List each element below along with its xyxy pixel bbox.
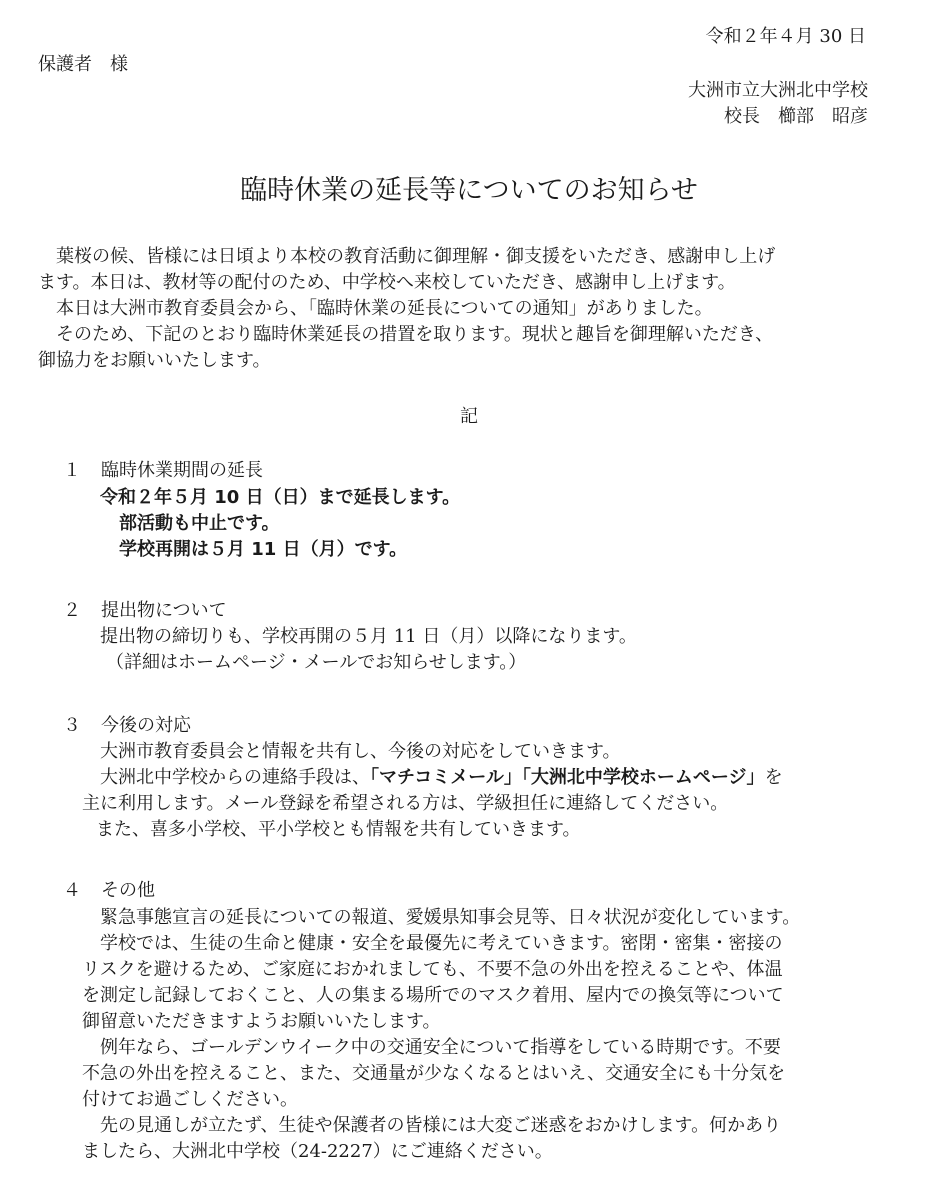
intro-line: そのため、下記のとおり臨時休業延長の措置を取ります。現状と趣旨を御理解いただき、 <box>56 324 774 345</box>
section3-heading <box>63 713 191 739</box>
section-title: 提出物について <box>101 600 227 621</box>
document-date: 令和２年４月 30 日 <box>705 26 866 47</box>
section-line: 緊急事態宣言の延長についての報道、愛媛県知事会見等、日々状況が変化しています。 <box>100 907 801 928</box>
section-number: １ <box>63 460 81 481</box>
section-title: 臨時休業期間の延長 <box>101 460 263 481</box>
section-line: 主に利用します。メール登録を希望される方は、学級担任に連絡してください。 <box>82 793 729 814</box>
intro-line: 御協力をお願いいたします。 <box>38 350 271 371</box>
section-line <box>82 765 783 791</box>
section-line: 不急の外出を控えること、また、交通量が少なくなるとはいえ、交通安全にも十分気を <box>82 1063 786 1084</box>
section-line: リスクを避けるため、ご家庭におかれましても、不要不急の外出を控えることや、体温 <box>82 959 783 980</box>
section-line: 学校再開は５月 11 日（月）です。 <box>119 539 408 560</box>
section-line: 提出物の締切りも、学校再開の５月 11 日（月）以降になります。 <box>100 626 637 647</box>
section-line: 例年なら、ゴールデンウイーク中の交通安全について指導をしている時期です。不要 <box>100 1037 781 1058</box>
section-line: また、喜多小学校、平小学校とも情報を共有していきます。 <box>96 819 581 840</box>
contact-channels: 「マチコミメール」「大洲北中学校ホームページ」 <box>370 767 765 788</box>
principal-name: 校長 櫛部 昭彦 <box>724 106 868 127</box>
section4-body <box>82 905 800 1165</box>
section-line: 学校では、生徒の生命と健康・安全を最優先に考えていきます。密閉・密集・密接の <box>100 933 783 954</box>
section-number: ２ <box>63 600 81 621</box>
intro-line: 葉桜の候、皆様には日頃より本校の教育活動に御理解・御支援をいただき、感謝申し上げ <box>56 246 776 267</box>
section-line: 御留意いただきますようお願いいたします。 <box>82 1011 441 1032</box>
section1-body <box>100 485 460 563</box>
section-text: を <box>764 767 783 788</box>
intro-paragraph <box>38 244 900 374</box>
school-name: 大洲市立大洲北中学校 <box>688 80 868 101</box>
section3-body <box>82 739 783 843</box>
section-title: 今後の対応 <box>101 715 191 736</box>
section4-heading <box>63 878 155 904</box>
section-text: 大洲北中学校からの連絡手段は、 <box>100 767 370 788</box>
intro-line: ます。本日は、教材等の配付のため、中学校へ来校していただき、感謝申し上げます。 <box>38 272 736 293</box>
section-line: を測定し記録しておくこと、人の集まる場所でのマスク着用、屋内での換気等について <box>82 985 784 1006</box>
sender-block <box>688 78 868 130</box>
section-line: ましたら、大洲北中学校（24-2227）にご連絡ください。 <box>82 1141 553 1162</box>
section1-heading <box>63 458 263 484</box>
intro-line: 本日は大洲市教育委員会から、「臨時休業の延長についての通知」がありました。 <box>56 298 713 319</box>
section-line: 部活動も中止です。 <box>119 513 280 534</box>
section-line: 先の見通しが立たず、生徒や保護者の皆様には大変ご迷惑をおかけします。何かあり <box>100 1115 782 1136</box>
section-line: 大洲市教育委員会と情報を共有し、今後の対応をしていきます。 <box>100 741 621 762</box>
section-number: ４ <box>63 880 81 901</box>
section-line: 令和２年５月 10 日（日）まで延長します。 <box>100 487 461 508</box>
section-number: ３ <box>63 715 81 736</box>
section-line: 付けてお過ごしください。 <box>82 1089 298 1110</box>
section2-body <box>100 624 637 676</box>
section-line: （詳細はホームページ・メールでお知らせします。） <box>106 652 527 673</box>
addressee: 保護者 様 <box>38 54 128 75</box>
document-title: 臨時休業の延長等についてのお知らせ <box>240 175 698 206</box>
section2-heading <box>63 598 227 624</box>
ki-marker: 記 <box>460 406 478 427</box>
section-title: その他 <box>101 880 155 901</box>
